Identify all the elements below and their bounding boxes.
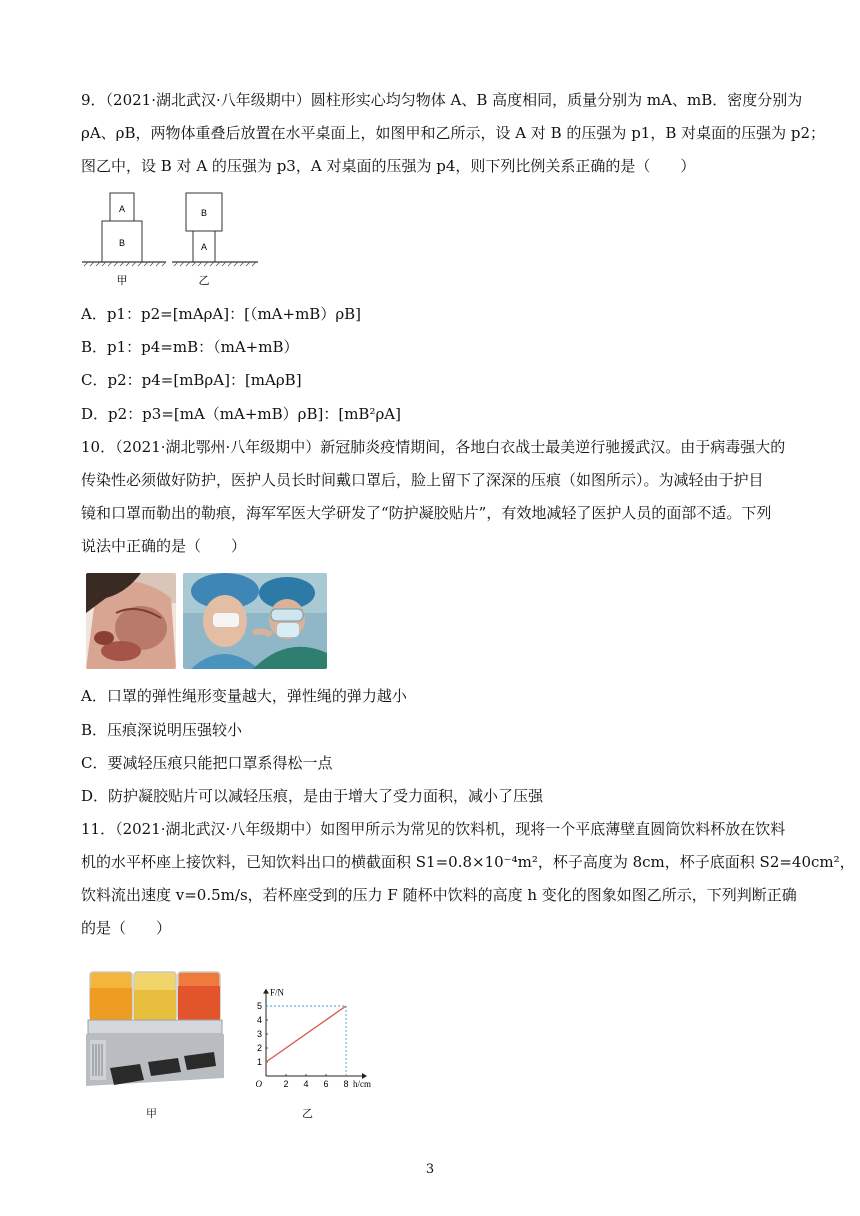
q10-line-2: 传染性必须做好防护，医护人员长时间戴口罩后，脸上留下了深深的压痕（如图所示）。为减轻由于护目 <box>81 471 764 489</box>
x-tick-label: 2 <box>283 1079 289 1089</box>
series-line <box>266 1006 346 1062</box>
q9-line-3: 图乙中，设 B 对 A 的压强为 p3，A 对桌面的压强为 p4，则下列比例关系正确的是（ ） <box>81 157 696 175</box>
q10-line-4: 说法中正确的是（ ） <box>81 537 247 555</box>
q10-option-b: B．压痕深说明压强较小 <box>81 721 243 739</box>
block-b-top-label: B <box>200 208 208 218</box>
y-tick-label: 4 <box>256 1015 262 1025</box>
force-height-graph <box>252 984 382 1094</box>
block-b-bottom-label: B <box>118 238 126 248</box>
y-tick-label: 2 <box>256 1043 262 1053</box>
y-tick-label: 3 <box>256 1029 262 1039</box>
q9-option-a: A．p1：p2=[mAρA]：[（mA+mB）ρB] <box>81 305 362 323</box>
q9-stacked-blocks-figure <box>80 190 270 290</box>
fig-label-jia: 甲 <box>116 274 128 287</box>
q11-fig-jia-label: 甲 <box>146 1107 157 1120</box>
fig-label-yi: 乙 <box>198 274 210 287</box>
drink-dispenser-photo <box>84 968 228 1100</box>
q10-option-c: C．要减轻压痕只能把口罩系得松一点 <box>81 754 333 772</box>
x-axis-label: h/cm <box>353 1079 371 1089</box>
q9-option-c: C．p2：p4=[mBρA]：[mAρB] <box>81 371 302 389</box>
gel-patch-applying-photo <box>183 573 327 669</box>
block-a-top-label: A <box>118 204 126 214</box>
q10-line-1: 10．（2021·湖北鄂州·八年级期中）新冠肺炎疫情期间，各地白衣战士最美逆行驰援武汉。由于病毒强大的 <box>81 438 786 456</box>
x-tick-label: 8 <box>343 1079 349 1089</box>
q9-option-b: B．p1：p4=mB：（mA+mB） <box>81 338 299 356</box>
q9-line-1: 9．（2021·湖北武汉·八年级期中）圆柱形实心均匀物体 A、B 高度相同，质量分别为 mA、mB．密度分别为 <box>81 91 803 109</box>
q11-line-3: 饮料流出速度 v=0.5m/s，若杯座受到的压力 F 随杯中饮料的高度 h 变化的图象如图乙所示，下列判断正确 <box>81 886 797 904</box>
y-axis-label: F/N <box>270 987 285 998</box>
q11-fig-yi-label: 乙 <box>302 1107 313 1120</box>
q10-option-d: D．防护凝胶贴片可以减轻压痕，是由于增大了受力面积，减小了压强 <box>81 787 544 805</box>
block-a-bottom-label: A <box>200 242 208 252</box>
origin-label: O <box>255 1079 262 1089</box>
y-tick-label: 5 <box>256 1001 262 1011</box>
page-number: 3 <box>425 1162 435 1177</box>
q11-line-4: 的是（ ） <box>81 919 172 937</box>
q11-line-2: 机的水平杯座上接饮料，已知饮料出口的横截面积 S1=0.8×10⁻⁴m²，杯子高度为 8cm，杯子底面积 S2=40cm²， <box>81 853 855 871</box>
y-axis-arrow <box>263 989 269 994</box>
q11-line-1: 11．（2021·湖北武汉·八年级期中）如图甲所示为常见的饮料机，现将一个平底薄壁直圆筒饮料杯放在饮料 <box>81 820 786 838</box>
face-pressure-mark-photo <box>86 573 176 669</box>
q10-line-3: 镜和口罩而勒出的勒痕，海军军医大学研发了“防护凝胶贴片”，有效地减轻了医护人员的面部不适。下列 <box>81 504 772 522</box>
x-tick-label: 4 <box>303 1079 309 1089</box>
x-tick-label: 6 <box>323 1079 329 1089</box>
y-tick-label: 1 <box>256 1057 262 1067</box>
q9-line-2: ρA、ρB，两物体重叠后放置在水平桌面上，如图甲和乙所示，设 A 对 B 的压强为 p1，B 对桌面的压强为 p2； <box>81 124 826 142</box>
q10-option-a: A．口罩的弹性绳形变量越大，弹性绳的弹力越小 <box>81 687 407 705</box>
q9-option-d: D．p2：p3=[mA（mA+mB）ρB]：[mB²ρA] <box>81 405 401 423</box>
